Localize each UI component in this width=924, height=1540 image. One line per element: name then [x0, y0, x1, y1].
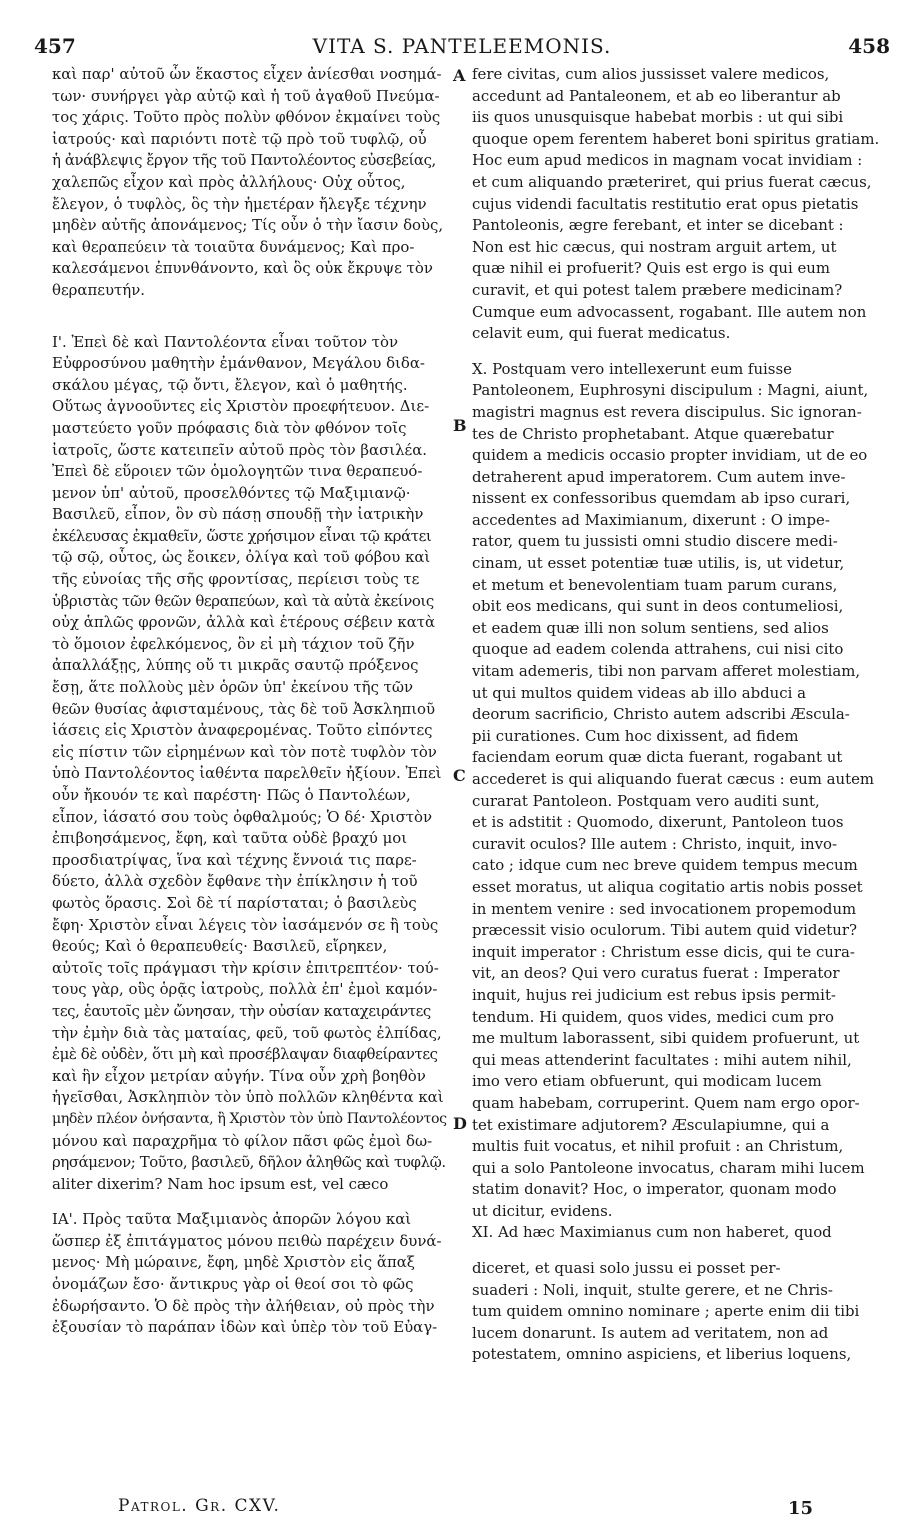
right-page-number: 458 — [848, 34, 890, 58]
text-line: ὑπὸ Παντολέοντος ἰαθέντα παρελθεῖν ἠξίουν. Ἐπεὶ — [52, 764, 442, 783]
text-line: inquit, hujus rei judicium est rebus ipsis permit- — [472, 985, 836, 1004]
text-line: ὑβριστὰς τῶν θεῶν θεραπεύων, καὶ τὰ αὐτὰ ἐκείνοις — [52, 591, 434, 610]
text-line: præcessit visio oculorum. Tibi autem quid videtur? — [472, 921, 857, 940]
page-header — [34, 34, 890, 66]
text-line: multis fuit vocatus, et nihil profuit : an Christum, — [472, 1137, 844, 1156]
left-page-number: 457 — [34, 34, 76, 58]
text-line: ἐκέλευσας ἐκμαθεῖν, ὥστε χρήσιμον εἶναι τῷ κράτει — [52, 526, 432, 545]
text-line: et metum et benevolentiam tuam parum curans, — [472, 575, 838, 594]
text-line: μηδὲν αὐτῆς ἀπονάμενος; Τίς οὖν ὁ τὴν ἴασιν δοὺς, — [52, 216, 444, 235]
text-line: Pantoleonis, ægre ferebant, et inter se dicebant : — [472, 216, 844, 235]
text-line: curavit, et qui potest talem præbere medicinam? — [472, 280, 843, 299]
text-line: celavit eum, qui fuerat medicatus. — [472, 324, 731, 343]
text-line: τῷ σῷ, οὗτος, ὡς ἔοικεν, ὀλίγα καὶ τοῦ φόβου καὶ — [52, 548, 431, 567]
text-line: καλεσάμενοι ἐπυνθάνοντο, καὶ ὃς οὐκ ἔκρυψε τὸν — [52, 259, 433, 278]
text-line: ἰατροῖς, ὥστε κατειπεῖν αὐτοῦ πρὸς τὸν βασιλέα. — [52, 440, 428, 459]
text-line: suaderi : Noli, inquit, stulte gerere, et ne Chris- — [472, 1280, 833, 1299]
text-line: et eadem quæ illi non solum sentiens, sed alios — [472, 618, 829, 637]
text-line: curavit oculos? Ille autem : Christo, inquit, invo- — [472, 834, 837, 853]
text-line: magistri magnus est revera discipulus. Sic ignoran- — [472, 402, 862, 421]
running-title: VITA S. PANTELEEMONIS. — [312, 34, 612, 58]
text-line: quidem a medicis occasio propter invidiam, ut de eo — [472, 446, 868, 465]
footer-signature: Patrol. Gr. CXV. — [118, 1496, 281, 1516]
text-line: vitam ademeris, tibi non parvam afferet molestiam, — [472, 662, 861, 681]
text-line: προσδιατρίψας, ἵνα καὶ τέχνης ἔννοιά τις παρε- — [52, 850, 417, 869]
footer-sheet-number: 15 — [788, 1498, 814, 1519]
text-line: ὥσπερ ἐξ ἐπιτάγματος μόνου πειθὼ παρέχειν δυνά- — [52, 1231, 442, 1250]
text-line: θεῶν θυσίας ἀφισταμένους, τὰς δὲ τοῦ Ἀσκληπιοῦ — [52, 699, 436, 718]
text-line: ἰάσεις εἰς Χριστὸν ἀναφερομένας. Τοῦτο εἰπόντες — [52, 721, 433, 740]
text-line: lucem donarunt. Is autem ad veritatem, non ad — [472, 1323, 829, 1342]
text-line: ὀνομάζων ἔσο· ἄντικρυς γὰρ οἱ θεοί σοι τὸ φῶς — [52, 1275, 414, 1294]
text-line: et cum aliquando præteriret, qui prius fuerat cæcus, — [472, 172, 872, 191]
text-line: deorum sacrificio, Christo autem adscribi Æscula- — [472, 705, 850, 724]
text-line: ἐξουσίαν τὸ παράπαν ἰδὼν καὶ ὑπὲρ τὸν τοῦ Εὐαγ- — [52, 1318, 438, 1337]
text-line: cato ; idque cum nec breve quidem tempus mecum — [472, 856, 858, 875]
text-line: εἰς πίστιν τῶν εἰρημένων καὶ τὸν ποτὲ τυφλὸν τὸν — [52, 742, 437, 761]
text-line: ΙΑ'. Πρὸς ταῦτα Μαξιμιανὸς ἀπορῶν λόγου καὶ — [52, 1210, 412, 1229]
text-line: καὶ θεραπεύειν τὰ τοιαῦτα δυνάμενος; Καὶ προ- — [52, 237, 415, 256]
text-line: Ἐπεὶ δὲ εὕροιεν τῶν ὁμολογητῶν τινα θεραπευό- — [52, 462, 423, 481]
text-line: τὸ ὅμοιον ἐφελκόμενος, ὃν εἰ μὴ τάχιον τοῦ ζῆν — [52, 634, 415, 653]
text-line: curarat Pantoleon. Postquam vero auditi sunt, — [472, 791, 820, 810]
text-line: σκάλου μέγας, τῷ ὄντι, ἔλεγον, καὶ ὁ μαθητής. — [52, 375, 408, 394]
text-line: Οὕτως ἀγνοοῦντες εἰς Χριστὸν προεφήτευον. Διε- — [52, 397, 430, 416]
text-line: ἔφη· Χριστὸν εἶναι λέγεις τὸν ἰασάμενόν σε ἢ τοὺς — [52, 915, 439, 934]
text-line: ut dicitur, evidens. — [472, 1201, 613, 1220]
text-line: imo vero etiam obfuerunt, qui modicam lucem — [472, 1072, 822, 1091]
paragraph-gap — [472, 345, 898, 359]
margin-marker-c: C — [453, 766, 466, 785]
text-line: ἔλεγον, ὁ τυφλὸς, ὃς τὴν ἡμετέραν ἤλεγξε τέχνην — [52, 194, 427, 213]
text-line: quæ nihil ei profuerit? Quis est ergo is qui eum — [472, 259, 831, 278]
text-line: Εὐφροσύνου μαθητὴν ἐμάνθανον, Μεγάλου διδα- — [52, 354, 425, 373]
text-line: ἐμὲ δὲ οὐδὲν, ὅτι μὴ καὶ προσέβλαψαν διαφθείραντες — [52, 1045, 438, 1064]
text-line: rator, quem tu jussisti omni studio discere medi- — [472, 532, 838, 551]
text-line: ut qui multos quidem videas ab illo abduci a — [472, 683, 806, 702]
text-line: οὐχ ἁπλῶς φρονῶν, ἀλλὰ καὶ ἑτέρους σέβειν κατὰ — [52, 613, 436, 632]
text-line: τους γὰρ, οὓς ὁρᾷς ἰατροὺς, πολλὰ ἐπ' ἐμοὶ καμόν- — [52, 980, 438, 999]
text-line: qui meas attenderint facultates : mihi autem nihil, — [472, 1050, 852, 1069]
text-line: Cumque eum advocassent, rogabant. Ille autem non — [472, 302, 867, 321]
text-line: et is adstitit : Quomodo, dixerunt, Pantoleon tuos — [472, 813, 844, 832]
text-line: μηδὲν πλέον ὀνήσαντα, ἢ Χριστὸν τὸν ὑπὸ Παντολέοντος — [52, 1110, 447, 1127]
text-line: ἔσῃ, ἅτε πολλοὺς μὲν ὁρῶν ὑπ' ἐκείνου τῆς τῶν — [52, 678, 414, 697]
text-line: καὶ παρ' αὐτοῦ ὧν ἕκαστος εἶχεν ἀνίεσθαι νοσημά- — [52, 65, 442, 83]
text-line: faciendam eorum quæ dicta fuerant, rogabant ut — [472, 748, 843, 767]
text-line: accederet is qui aliquando fuerat cæcus : eum autem — [472, 770, 874, 788]
text-line: quoque ad eadem colenda attrahens, cui nisi cito — [472, 640, 844, 659]
text-line: μενος· Μὴ μώραινε, ἔφη, μηδὲ Χριστὸν εἰς ἅπαξ — [52, 1253, 415, 1272]
text-line: Ι'. Ἐπεὶ δὲ καὶ Παντολέοντα εἶναι τοῦτον τὸν — [52, 332, 399, 351]
text-line: οὖν ἤκουόν τε καὶ παρέστη· Πῶς ὁ Παντολέων, — [52, 786, 411, 804]
text-line: μόνου καὶ παραχρῆμα τὸ φίλον πᾶσι φῶς ἐμοὶ δω- — [52, 1131, 433, 1150]
text-line: XI. Ad hæc Maximianus cum non haberet, quod — [472, 1223, 832, 1242]
text-line: X. Postquam vero intellexerunt eum fuisse — [472, 359, 792, 378]
greek-column — [52, 64, 448, 1339]
text-line: tes de Christo prophetabant. Atque quærebatur — [472, 424, 834, 443]
text-line: esset moratus, ut aliqua cogitatio artis nobis posset — [472, 877, 863, 896]
text-line: φωτὸς ὅρασις. Σοὶ δὲ τί παρίσταται; ὁ βασιλεὺς — [52, 893, 417, 912]
text-line: τῆς εὐνοίας τῆς σῆς φροντίσας, περίεισι τοὺς τε — [52, 570, 420, 589]
text-line: detraherent apud imperatorem. Cum autem inve- — [472, 467, 846, 486]
text-line: quoque opem ferentem haberet boni spiritus gratiam. — [472, 129, 880, 148]
paragraph-gap — [52, 1195, 448, 1209]
text-line: των· συνήργει γὰρ αὐτῷ καὶ ἡ τοῦ ἀγαθοῦ Πνεύμα- — [52, 86, 440, 105]
text-line: μαστεύετο γοῦν πρόφασις διὰ τὸν φθόνον τοῖς — [52, 418, 407, 437]
text-line: χαλεπῶς εἶχον καὶ πρὸς ἀλλήλους· Οὐχ οὗτος, — [52, 172, 406, 191]
text-line: tet existimare adjutorem? Æsculapiumne, qui a — [472, 1115, 830, 1134]
text-line: me multum laborassent, sibi quidem profuerunt, ut — [472, 1029, 860, 1048]
text-line: iis quos unusquisque habebat morbis : ut qui sibi — [472, 108, 844, 127]
margin-marker-a: A — [453, 66, 466, 85]
text-line: δύετο, ἀλλὰ σχεδὸν ἔφθανε τὴν ἐπίκλησιν ἡ τοῦ — [52, 872, 418, 891]
text-line: nissent ex confessoribus quemdam ab ipso curari, — [472, 489, 851, 508]
text-line: qui a solo Pantoleone invocatus, charam mihi lucem — [472, 1158, 865, 1177]
text-line: Βασιλεῦ, εἶπον, ὃν σὺ πάσῃ σπουδῇ τὴν ἰατρικὴν — [52, 505, 424, 524]
text-line: vit, an deos? Qui vero curatus fuerat : Imperator — [472, 964, 840, 983]
text-line: obit eos medicans, qui sunt in deos contumeliosi, — [472, 597, 844, 616]
text-line: fere civitas, cum alios jussisset valere medicos, — [472, 65, 830, 83]
text-line: τὴν ἐμὴν διὰ τὰς ματαίας, φεῦ, τοῦ φωτὸς ἐλπίδας, — [52, 1023, 442, 1042]
text-line: τος χάρις. Τοῦτο πρὸς πολὺν φθόνον ἐκμαίνει τοὺς — [52, 108, 441, 127]
margin-marker-d: D — [453, 1114, 467, 1133]
text-line: ἐπιβοησάμενος, ἔφη, καὶ ταῦτα οὐδὲ βραχύ μοι — [52, 829, 408, 848]
text-line: cujus videndi facultatis restitutio erat opus pietatis — [472, 194, 859, 213]
paragraph-gap — [52, 302, 448, 332]
text-line: in mentem venire : sed invocationem propemodum — [472, 899, 857, 918]
text-line: accedentes ad Maximianum, dixerunt : O impe- — [472, 510, 830, 529]
text-line: statim donavit? Hoc, o imperator, quonam modo — [472, 1180, 837, 1199]
text-line: μενον ὑπ' αὐτοῦ, προσελθόντες τῷ Μαξιμιανῷ· — [52, 483, 411, 502]
margin-marker-b: B — [453, 416, 467, 435]
text-line: αὐτοῖς τοῖς πράγμασι τὴν κρίσιν ἐπιτρεπτέον· τού- — [52, 958, 439, 977]
text-line: καὶ ἣν εἶχον μετρίαν αὐγήν. Τίνα οὖν χρὴ βοηθὸν — [52, 1066, 426, 1085]
text-line: ἰατρούς· καὶ παριόντι ποτὲ τῷ πρὸ τοῦ τυφλῷ, οὗ — [52, 129, 427, 148]
text-line: tendum. Hi quidem, quos vides, medici cum pro — [472, 1007, 834, 1026]
paragraph-gap — [472, 1244, 898, 1258]
text-line: εἶπον, ἰάσατό σου τοὺς ὀφθαλμούς; Ὁ δέ· Χριστὸν — [52, 807, 433, 826]
text-line: τες, ἑαυτοῖς μὲν ὤνησαν, τὴν οὐσίαν καταχειράντες — [52, 1001, 431, 1020]
text-line: ἡγεῖσθαι, Ἀσκληπιὸν τὸν ὑπὸ πολλῶν κληθέντα καὶ — [52, 1088, 444, 1107]
text-line: tum quidem omnino nominare ; aperte enim dii tibi — [472, 1302, 860, 1321]
text-line: potestatem, omnino aspiciens, et liberius loquens, — [472, 1345, 852, 1364]
text-line: ἐδωρήσαντο. Ὁ δὲ πρὸς τὴν ἀλήθειαν, οὐ πρὸς τὴν — [52, 1296, 435, 1315]
text-line: θεούς; Καὶ ὁ θεραπευθείς· Βασιλεῦ, εἴρηκεν, — [52, 937, 388, 956]
text-line: aliter dixerim? Nam hoc ipsum est, vel cæco — [52, 1174, 389, 1193]
text-line: Pantoleonem, Euphrosyni discipulum : Magni, aiunt, — [472, 381, 869, 400]
text-line: Hoc eum apud medicos in magnam vocat invidiam : — [472, 151, 863, 170]
latin-column — [472, 64, 898, 1366]
text-line: diceret, et quasi solo jussu ei posset per- — [472, 1259, 781, 1278]
text-line: pii curationes. Cum hoc dixissent, ad fidem — [472, 726, 799, 745]
text-line: ἀπαλλάξῃς, λύπης οὔ τι μικρᾶς σαυτῷ πρόξενος — [52, 656, 419, 675]
text-line: ἡ ἀνάβλεψις ἔργον τῆς τοῦ Παντολέοντος εὐσεβείας, — [52, 151, 436, 170]
text-line: Non est hic cæcus, qui nostram arguit artem, ut — [472, 237, 837, 256]
text-line: inquit imperator : Christum esse dicis, qui te cura- — [472, 942, 855, 961]
text-line: quam habebam, corruperint. Quem nam ergo opor- — [472, 1093, 860, 1112]
text-line: accedunt ad Pantaleonem, et ab eo liberantur ab — [472, 86, 841, 105]
text-line: cinam, ut esset potentiæ tuæ utilis, is, ut videtur, — [472, 554, 845, 573]
text-line: θεραπευτήν. — [52, 280, 145, 299]
text-line: ρησάμενον; Τοῦτο, βασιλεῦ, δῆλον ἀληθῶς καὶ τυφλῷ. — [52, 1153, 446, 1172]
